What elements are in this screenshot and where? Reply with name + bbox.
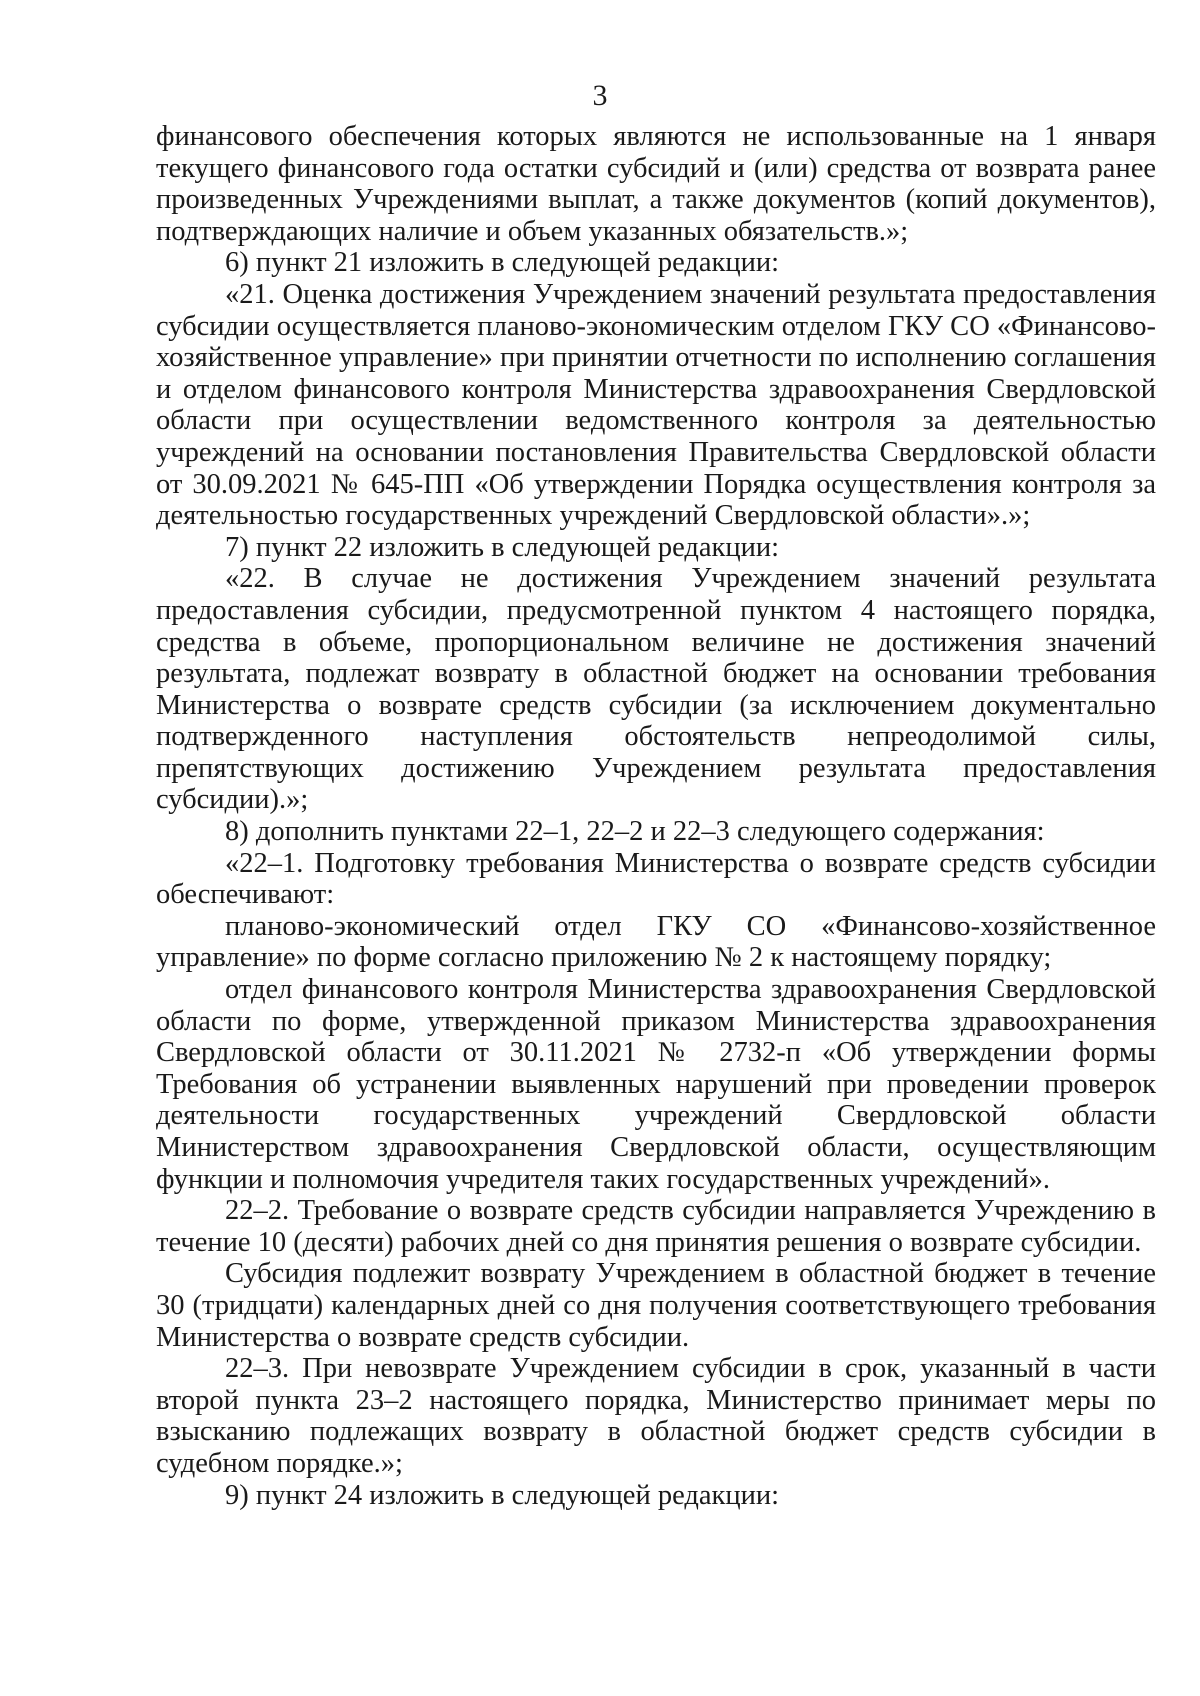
page-number: 3 xyxy=(592,79,608,112)
paragraph-planning-department: планово-экономический отдел ГКУ СО «Финансово-хозяйственное управление» по форме согласно приложению № 2 к настоящему порядку; xyxy=(156,910,1156,974)
paragraph-clause-22-2: 22–2. Требование о возврате средств субсидии направляется Учреждению в течение 10 (десяти) рабочих дней со дня принятия решения о возврате субсидии. xyxy=(156,1195,1156,1258)
paragraph-item-7: 7) пункт 22 изложить в следующей редакции: xyxy=(225,531,780,563)
paragraph-clause-21: «21. Оценка достижения Учреждением значений результата предоставления субсидии осуществляется планово-экономическим отделом ГКУ СО «Финансово-хозяйственное управление» при принятии отчетности по исполнению соглашения и отделом финансового контроля Министерства здравоохранения Свердловской области при осуществлении ведомственного контроля за деятельностью учреждений на основании постановления Правительства Свердловской области от 30.09.2021 № 645-ПП «Об утверждении Порядка осуществления контроля за деятельностью государственных учреждений Свердловской области».»; xyxy=(156,278,1156,532)
paragraph-clause-22-3: 22–3. При невозврате Учреждением субсидии в срок, указанный в части второй пункта 23–2 настоящего порядка, Министерство принимает меры по взысканию подлежащих возврату в областной бюджет средств субсидии в судебном порядке.»; xyxy=(156,1353,1156,1479)
paragraph-item-8: 8) дополнить пунктами 22–1, 22–2 и 22–3 следующего содержания: xyxy=(225,816,1045,848)
paragraph-clause-22: «22. В случае не достижения Учреждением значений результата предоставления субсидии, предусмотренной пунктом 4 настоящего порядка, средства в объеме, пропорциональном величине не достижения значений результата, подлежат возврату в областной бюджет на основании требования Министерства о возврате средств субсидии (за исключением документально подтвержденного наступления обстоятельств непреодолимой силы, препятствующих достижению Учреждением результата предоставления субсидии).»; xyxy=(156,563,1156,816)
paragraph-item-9: 9) пункт 24 изложить в следующей редакции: xyxy=(225,1479,780,1511)
document-body xyxy=(156,121,1156,1511)
paragraph-continuation: финансового обеспечения которых являются не использованные на 1 января текущего финансового года остатки субсидий и (или) средства от возврата ранее произведенных Учреждениями выплат, а также документов (копий документов), подтверждающих наличие и объем указанных обязательств.»; xyxy=(156,121,1156,247)
paragraph-clause-22-1: «22–1. Подготовку требования Министерства о возврате средств субсидии обеспечивают: xyxy=(156,847,1156,911)
paragraph-subsidy-return: Субсидия подлежит возврату Учреждением в областной бюджет в течение 30 (тридцати) календарных дней со дня получения соответствующего требования Министерства о возврате средств субсидии. xyxy=(156,1258,1156,1353)
paragraph-control-department: отдел финансового контроля Министерства здравоохранения Свердловской области по форме, утвержденной приказом Министерства здравоохранения Свердловской области от 30.11.2021 № 2732-п «Об утверждении формы Требования об устранении выявленных нарушений при проведении проверок деятельности государственных учреждений Свердловской области Министерством здравоохранения Свердловской области, осуществляющим функции и полномочия учредителя таких государственных учреждений». xyxy=(156,974,1156,1195)
paragraph-item-6: 6) пункт 21 изложить в следующей редакции: xyxy=(225,247,780,279)
